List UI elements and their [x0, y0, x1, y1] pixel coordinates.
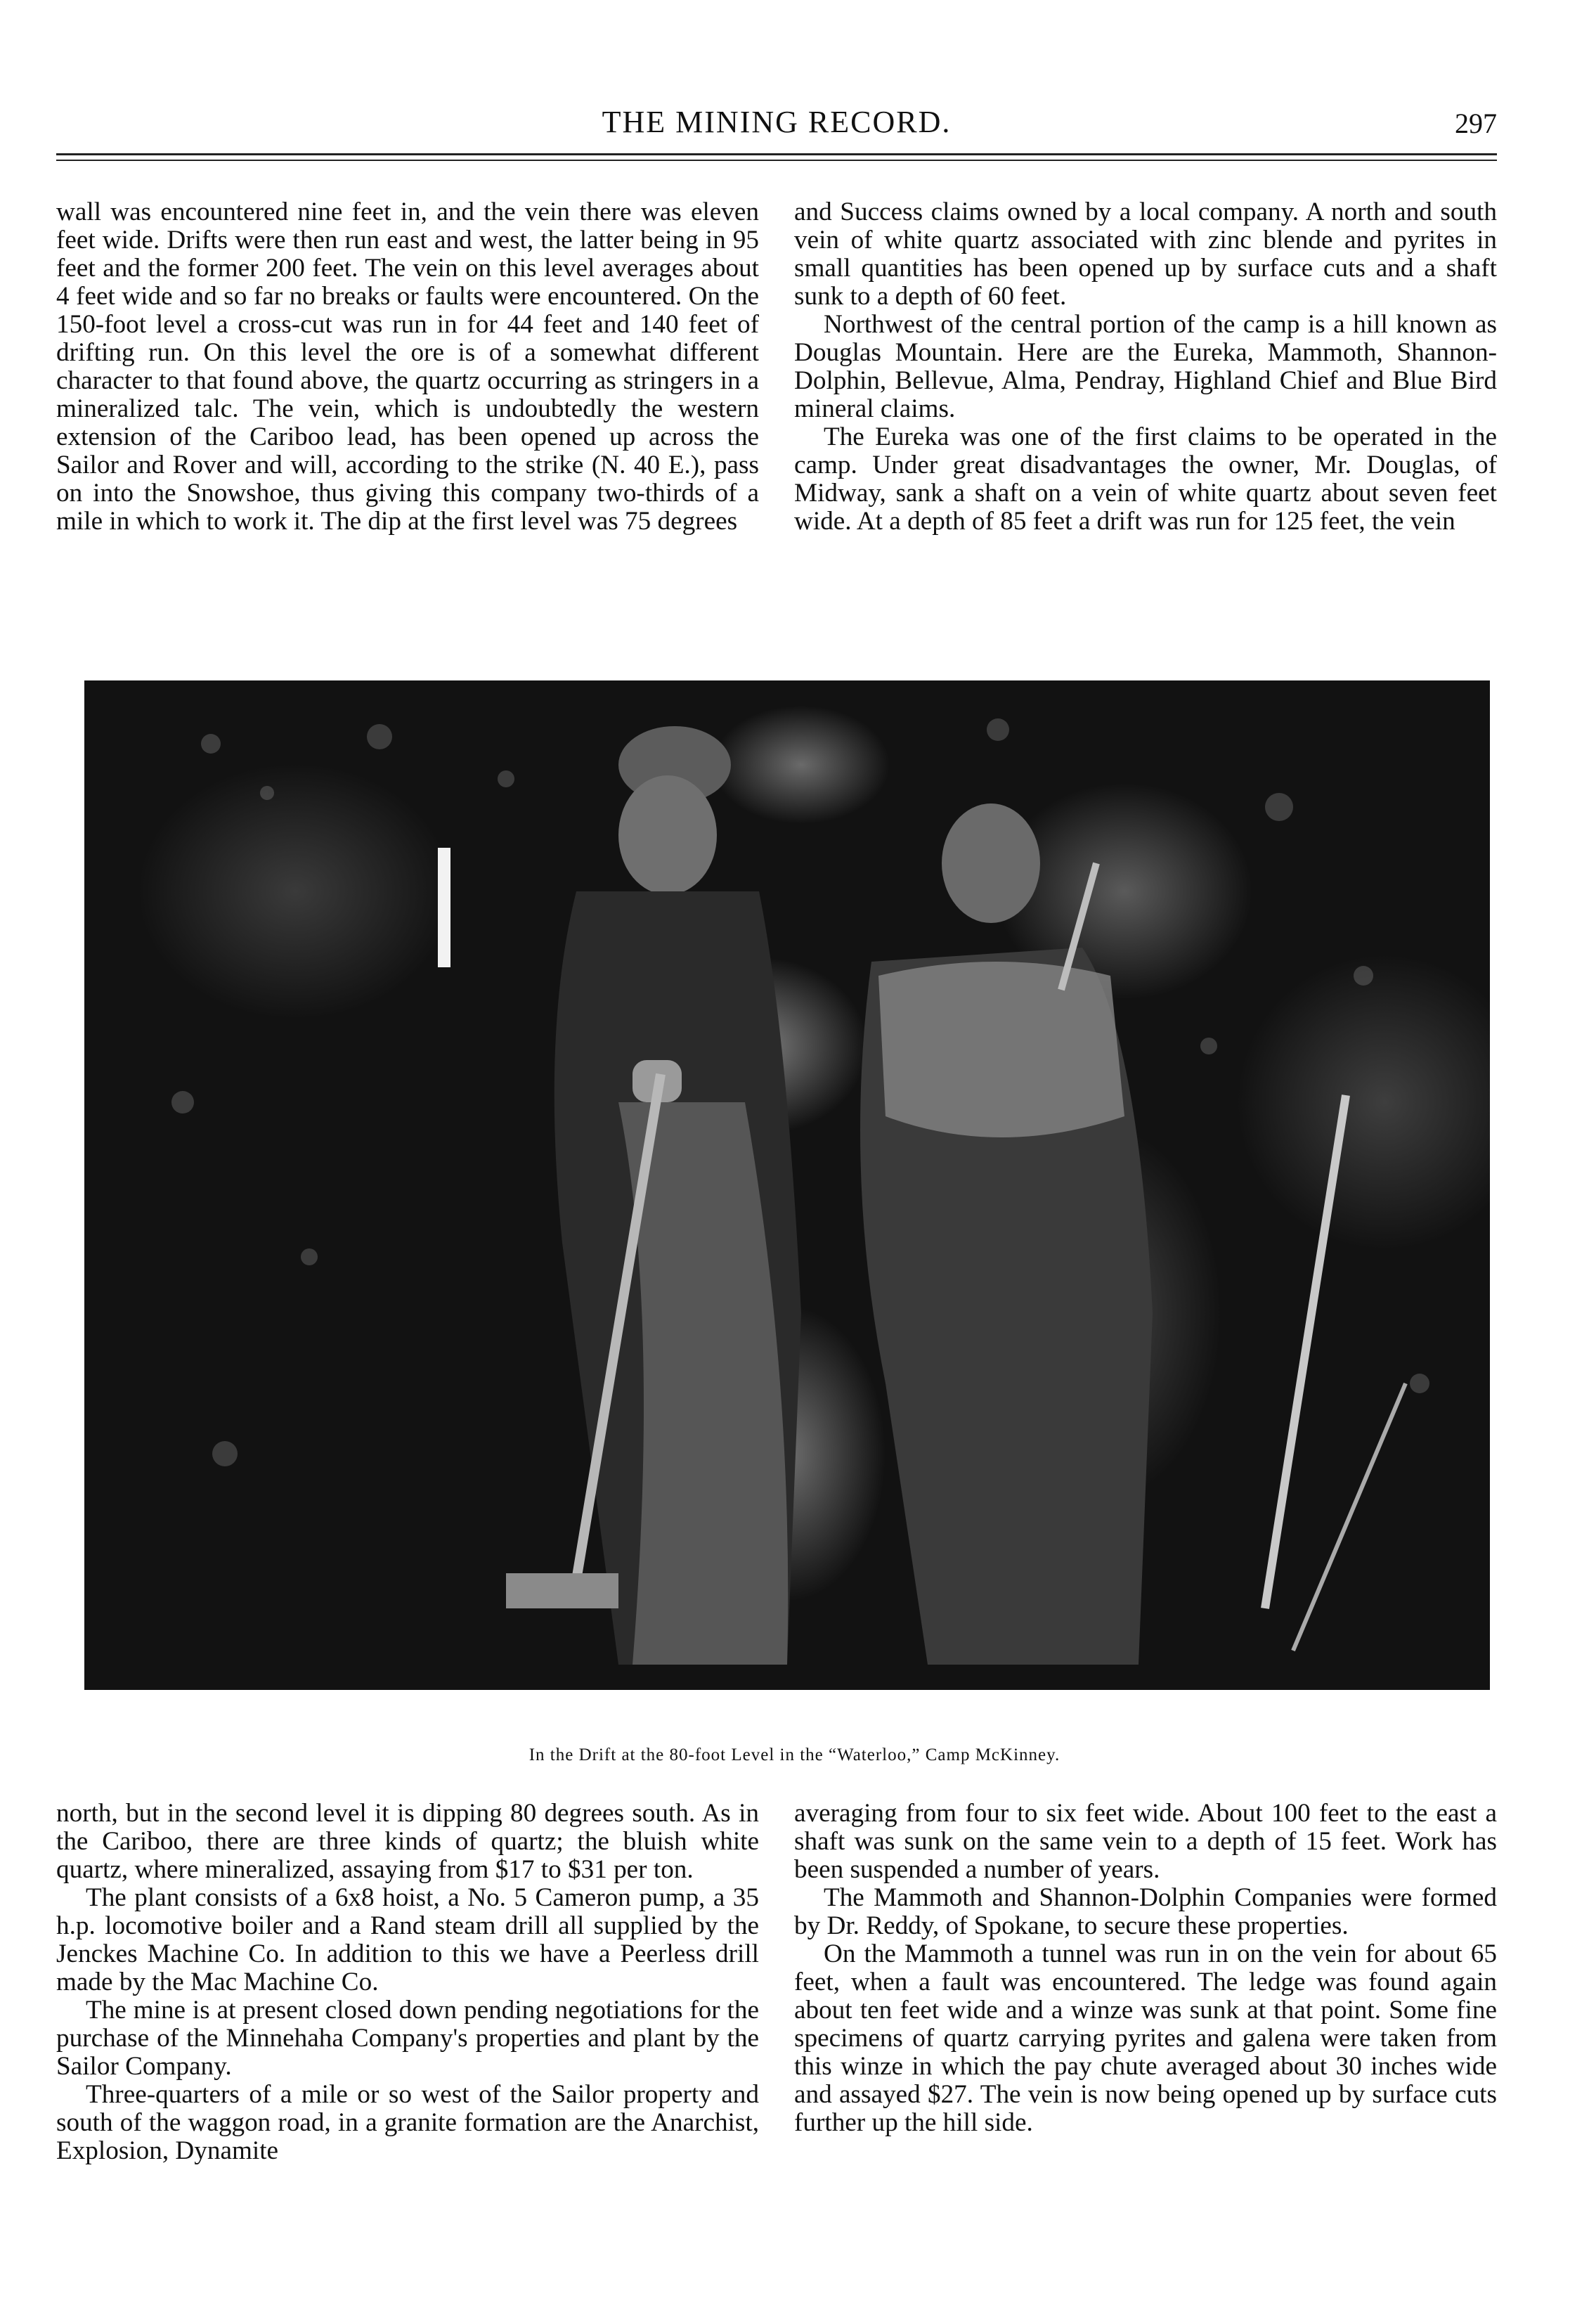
photograph-illustration — [84, 680, 1490, 1690]
pick-handle — [1265, 1095, 1346, 1608]
candle — [438, 848, 450, 967]
paragraph: north, but in the second level it is dipping 80 degrees south. As in the Cariboo, there are three kinds of quartz; the bluish white quartz, where mineralized, assaying from $17 to $31 per ton. — [56, 1799, 759, 1884]
figure-caption: In the Drift at the 80-foot Level in the “Waterloo,” Camp McKinney. — [528, 1745, 1061, 1764]
journal-title: THE MINING RECORD. — [602, 105, 952, 139]
column-top-left — [56, 198, 759, 536]
running-header — [56, 104, 1497, 146]
paragraph: The plant consists of a 6x8 hoist, a No. 5 Cameron pump, a 35 h.p. locomotive boiler and a Rand steam drill all supplied by the Jenckes Machine Co. In addition to this we have a Peerless drill made by the Mac Machine Co. — [56, 1883, 759, 1996]
paragraph: The Mammoth and Shannon-Dolphin Companies were formed by Dr. Reddy, of Spokane, to secure these properties. — [794, 1883, 1497, 1940]
paragraph: On the Mammoth a tunnel was run in on the vein for about 65 feet, when a fault was encountered. The ledge was found again about ten feet wide and a winze was sunk at that point. Some fine specimens of quartz carrying pyrites and galena were taken from this winze in which the pay chute averaged about 30 inches wide and assayed $27. The vein is now being opened up by surface cuts further up the hill side. — [794, 1939, 1497, 2137]
mine-drift-photograph — [84, 680, 1490, 1690]
column-bottom-right — [794, 1800, 1497, 2137]
paragraph: Northwest of the central portion of the camp is a hill known as Douglas Mountain. Here are the Eureka, Mammoth, Shannon-Dolphin, Bellevue, Alma, Pendray, Highland Chief and Blue Bird mineral claims. — [794, 310, 1497, 423]
paragraph: The Eureka was one of the first claims to be operated in the camp. Under great disadvantages the owner, Mr. Douglas, of Midway, sank a shaft on a vein of white quartz about seven feet wide. At a depth of 85 feet a drift was run for 125 feet, the vein — [794, 422, 1497, 536]
header-rule — [56, 153, 1497, 155]
paragraph: The mine is at present closed down pending negotiations for the purchase of the Minnehaha Company's properties and plant by the Sailor Company. — [56, 1996, 759, 2081]
paragraph: wall was encountered nine feet in, and the vein there was eleven feet wide. Drifts were then run east and west, the latter being in 95 feet and the former 200 feet. The vein on this level averages about 4 feet wide and so far no breaks or faults were encountered. On the 150-foot level a cross-cut was run in for 44 feet and 140 feet of drifting run. On this level the ore is of a somewhat different character to that found above, the quartz occurring as stringers in a mineralized talc. The vein, which is undoubtedly the western extension of the Cariboo lead, has been opened up across the Sailor and Rover and will, according to the strike (N. 40 E.), pass on into the Snowshoe, thus giving this company two-thirds of a mile in which to work it. The dip at the first level was 75 degrees — [56, 198, 759, 536]
left-miner-figure — [506, 726, 801, 1665]
column-bottom-left — [56, 1800, 759, 2165]
paragraph: and Success claims owned by a local company. A north and south vein of white quartz associated with zinc blende and pyrites in small quantities has been opened up by surface cuts and a shaft sunk to a depth of 60 feet. — [794, 198, 1497, 311]
right-miner-figure — [860, 803, 1153, 1665]
paragraph: Three-quarters of a mile or so west of the Sailor property and south of the waggon road, in a granite formation are the Anarchist, Explosion, Dynamite — [56, 2080, 759, 2165]
paragraph: averaging from four to six feet wide. About 100 feet to the east a shaft was sunk on the same vein to a depth of 15 feet. Work has been suspended a number of years. — [794, 1799, 1497, 1884]
column-top-right — [794, 198, 1497, 536]
header-rule-thin — [56, 160, 1497, 161]
page-number: 297 — [1455, 108, 1497, 139]
